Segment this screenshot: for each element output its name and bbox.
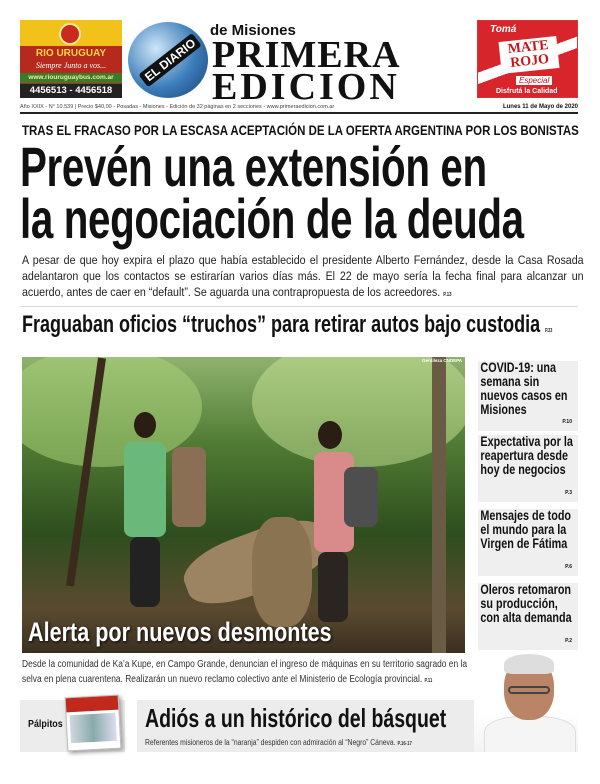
photo-page-ref: P.11	[424, 677, 433, 684]
photo-title[interactable]: Alerta por nuevos desmontes	[28, 617, 332, 647]
divider	[20, 306, 578, 307]
masthead-subtitle: de Misiones	[210, 22, 296, 39]
lead-headline-line2[interactable]: la negociación de la deuda	[20, 187, 524, 250]
sidebar-page-ref: P.10	[562, 419, 572, 425]
second-page-ref: P.23	[545, 328, 553, 334]
ad-brand-mate-rojo: MATE ROJO	[498, 36, 559, 74]
masthead-title-line1: PRIMERA	[212, 34, 401, 76]
rio-uruguay-logo-icon	[59, 23, 81, 45]
bottom-headline[interactable]: Adiós a un histórico del básquet	[145, 703, 447, 733]
lead-kicker: TRAS EL FRACASO POR LA ESCASA ACEPTACIÓN DE LA OFERTA ARGENTINA POR LOS BONISTAS	[22, 122, 579, 138]
ad-toma: Tomá	[490, 24, 517, 35]
ad-phones: 4456513 - 4456518	[20, 84, 122, 98]
palpitos-supplement[interactable]	[20, 700, 125, 752]
sidebar-story-title: Oleros retomaron su producción, con alta demanda	[480, 582, 572, 625]
sidebar-page-ref: P.6	[565, 564, 572, 570]
ad-brand: RIO URUGUAY	[35, 48, 107, 59]
sidebar-page-ref: P.3	[565, 490, 572, 496]
photo-credit: Gentileza CNDEPA	[422, 358, 462, 363]
lead-deck-text: A pesar de que hoy expira el plazo que había establecido el presidente Alberto Fernández, desde la Casa Rosada adelantaron que los contactos se estirarían varios días más. El 22 de mayo sería la fecha final para alcanzar un acuerdo, antes de caer en “default”. Se aguarda una contrapropuesta de los acreedores.	[22, 253, 584, 300]
photo-caption	[22, 658, 467, 688]
bottom-page-ref: P.16-17	[397, 741, 412, 747]
lead-headline-line1[interactable]: Prevén una extensión en	[20, 135, 487, 198]
second-headline-text: Fraguaban oficios “truchos” para retirar autos bajo custodia	[22, 311, 541, 338]
ad-slogan: Siempre Junto a vos...	[35, 61, 107, 70]
masthead-title-line2: EDICION	[212, 66, 400, 108]
second-headline[interactable]	[22, 311, 552, 345]
ad-website: www.riouruguaybus.com.ar	[20, 73, 122, 83]
sidebar-story-1[interactable]	[478, 361, 578, 431]
bottom-subhead	[145, 738, 412, 749]
sidebar-story-2[interactable]	[478, 435, 578, 502]
palpitos-cover-image	[65, 695, 122, 752]
rio-uruguay-ad[interactable]	[20, 20, 122, 98]
sidebar-story-3[interactable]	[478, 509, 578, 576]
masthead-rule	[20, 112, 578, 114]
sidebar-story-title: COVID-19: una semana sin nuevos casos en Misiones	[480, 360, 568, 417]
ad-especial: Especial	[516, 76, 552, 85]
lead-deck	[22, 252, 584, 304]
sidebar-story-title: Mensajes de todo el mundo para la Virgen de Fátima	[480, 508, 572, 551]
edition-date: Lunes 11 de Mayo de 2020	[502, 104, 578, 110]
lead-page-ref: P.13	[443, 292, 452, 299]
sidebar-page-ref: P.2	[565, 638, 572, 644]
bottom-subhead-text: Referentes misioneros de la “naranja” despiden con admiración al “Negro” Cáneva.	[145, 738, 396, 747]
portrait-photo	[474, 652, 578, 752]
edition-info: Año XXIX - N° 10.539 | Precio $40,00 - Posadas - Misiones - Edición de 32 páginas en 2 secciones - www.primeraedicion.com.ar	[20, 104, 335, 110]
photo-caption-text: Desde la comunidad de Ka’a Kupe, en Campo Grande, denuncian el ingreso de máquinas en su territorio sagrado en la selva en plena cuarentena. Realizarán un nuevo reclamo colectivo ante el Ministerio de Ecología provincial.	[22, 659, 468, 685]
palpitos-label: Pálpitos	[28, 718, 63, 730]
mate-rojo-ad[interactable]	[477, 20, 578, 98]
el-diario-label: EL DIARIO	[138, 33, 202, 88]
forest-photo[interactable]	[22, 357, 465, 653]
sidebar-story-4[interactable]	[478, 583, 578, 650]
sidebar-story-title: Expectativa por la reapertura desde hoy de negocios	[480, 434, 573, 477]
ad-tagline: Disfrutá la Calidad	[496, 88, 558, 95]
